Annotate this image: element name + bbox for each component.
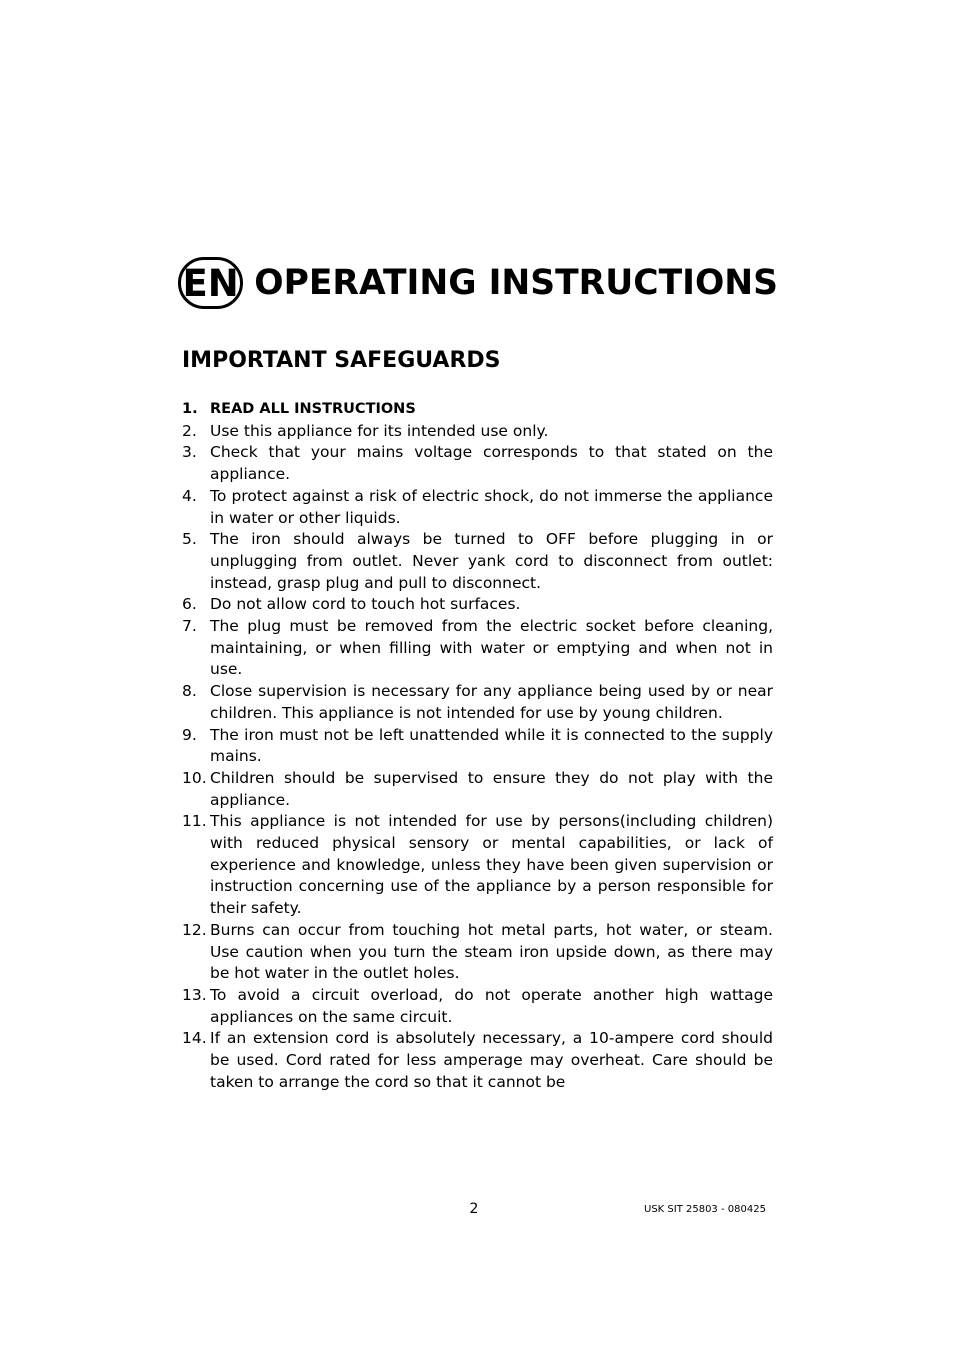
item-text: To protect against a risk of electric shock, do not immerse the appliance in water or other liquids. <box>210 486 773 527</box>
item-text: Use this appliance for its intended use only. <box>210 421 549 440</box>
item-number: 3. <box>182 443 197 462</box>
item-text: The iron should always be turned to OFF before plugging in or unplugging from outlet. Never yank cord to disconnect from outlet: instead, grasp plug and pull to disconnect. <box>210 530 773 592</box>
item-text: Close supervision is necessary for any appliance being used by or near children. This appliance is not intended for use by young children. <box>210 682 773 722</box>
item-text: The iron must not be left unattended while it is connected to the supply mains. <box>210 725 773 766</box>
item-text: Burns can occur from touching hot metal parts, hot water, or steam. Use caution when you turn the steam iron upside down, as there may be hot water in the outlet holes. <box>210 920 773 983</box>
item-number: 1. <box>182 401 198 417</box>
list-item <box>182 421 773 443</box>
document-title: OPERATING INSTRUCTIONS <box>254 262 778 303</box>
list-item <box>182 594 773 616</box>
item-number: 2. <box>182 421 197 440</box>
page-header <box>178 254 778 312</box>
item-number: 4. <box>182 486 197 505</box>
section-title: IMPORTANT SAFEGUARDS <box>182 348 501 373</box>
item-number: 7. <box>182 617 197 636</box>
list-item <box>182 768 773 811</box>
item-text: If an extension cord is absolutely necessary, a 10-ampere cord should be used. Cord rated for less amperage may overheat. Care should be taken to arrange the cord so that it cannot be <box>210 1029 773 1091</box>
list-item <box>182 486 773 529</box>
item-number: 12. <box>182 920 207 939</box>
list-item <box>182 616 773 681</box>
item-text: Do not allow cord to touch hot surfaces. <box>210 595 521 614</box>
item-text: The plug must be removed from the electric socket before cleaning, maintaining, or when filling with water or emptying and when not in use. <box>210 617 773 679</box>
item-text: This appliance is not intended for use by persons(including children) with reduced physical sensory or mental capabilities, or lack of experience and knowledge, unless they have been given supervision or instruction concerning use of the appliance by a person responsible for their safety. <box>210 812 773 918</box>
document-code: USK SIT 25803 - 080425 <box>644 1204 766 1215</box>
item-number: 9. <box>182 725 197 744</box>
item-number: 8. <box>182 682 197 701</box>
list-item <box>182 985 773 1028</box>
item-number: 14. <box>182 1029 207 1048</box>
item-text: To avoid a circuit overload, do not operate another high wattage appliances on the same circuit. <box>210 985 773 1026</box>
list-item <box>182 811 773 920</box>
item-text: Children should be supervised to ensure they do not play with the appliance. <box>210 768 773 809</box>
item-number: 13. <box>182 985 207 1004</box>
safeguards-list <box>182 399 773 1094</box>
item-number: 6. <box>182 595 197 614</box>
item-number: 5. <box>182 530 197 549</box>
list-item <box>182 681 773 724</box>
item-text: READ ALL INSTRUCTIONS <box>210 401 416 417</box>
language-badge: EN <box>178 257 243 309</box>
list-item <box>182 920 773 985</box>
list-item <box>182 399 773 421</box>
list-item <box>182 442 773 485</box>
list-item <box>182 725 773 768</box>
item-number: 11. <box>182 812 207 831</box>
page-number: 2 <box>469 1201 479 1217</box>
list-item <box>182 1028 773 1093</box>
item-number: 10. <box>182 768 207 787</box>
list-item <box>182 529 773 594</box>
item-text: Check that your mains voltage corresponds to that stated on the appliance. <box>210 443 773 484</box>
